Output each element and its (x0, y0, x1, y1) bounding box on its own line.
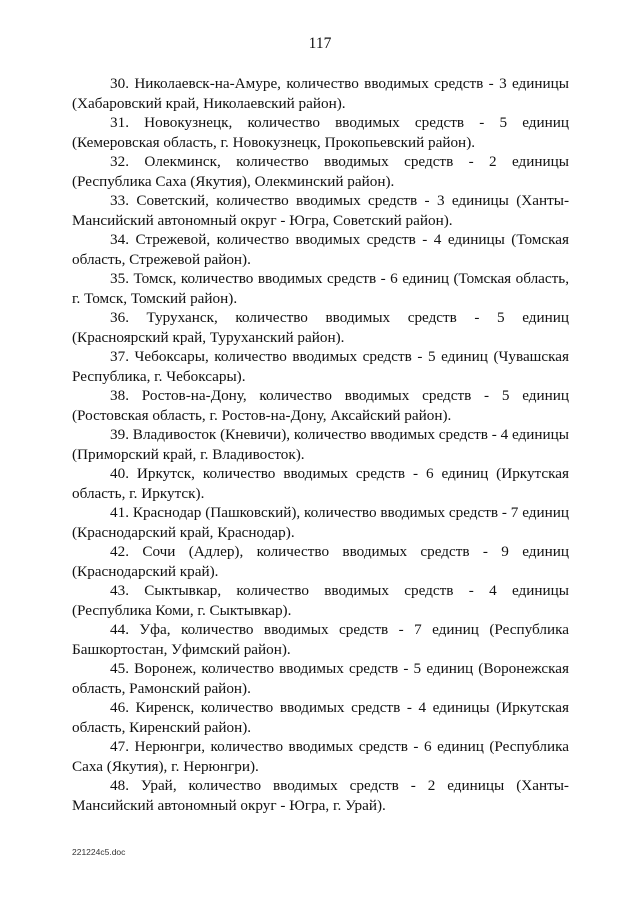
list-item: 47. Нерюнгри, количество вводимых средств - 6 единиц (Республика Саха (Якутия), г. Нерюнгри). (72, 738, 569, 775)
list-item: 36. Туруханск, количество вводимых средств - 5 единиц (Красноярский край, Туруханский район). (72, 309, 569, 346)
list-item: 40. Иркутск, количество вводимых средств - 6 единиц (Иркутская область, г. Иркутск). (72, 465, 569, 502)
list-item: 38. Ростов-на-Дону, количество вводимых средств - 5 единиц (Ростовская область, г. Ростов-на-Дону, Аксайский район). (72, 387, 569, 424)
list-item: 32. Олекминск, количество вводимых средств - 2 единицы (Республика Саха (Якутия), Олекминский район). (72, 153, 569, 190)
list-item: 45. Воронеж, количество вводимых средств - 5 единиц (Воронежская область, Рамонский район). (72, 660, 569, 697)
list-item: 41. Краснодар (Пашковский), количество вводимых средств - 7 единиц (Краснодарский край, Краснодар). (72, 504, 569, 541)
list-item: 43. Сыктывкар, количество вводимых средств - 4 единицы (Республика Коми, г. Сыктывкар). (72, 582, 569, 619)
page-number: 117 (308, 35, 332, 52)
list-item: 44. Уфа, количество вводимых средств - 7 единиц (Республика Башкортостан, Уфимский район). (72, 621, 569, 658)
list-item: 37. Чебоксары, количество вводимых средств - 5 единиц (Чувашская Республика, г. Чебоксары). (72, 348, 569, 385)
entry-list (72, 74, 569, 815)
list-item: 39. Владивосток (Кневичи), количество вводимых средств - 4 единицы (Приморский край, г. Владивосток). (72, 426, 569, 463)
list-item: 46. Киренск, количество вводимых средств - 4 единицы (Иркутская область, Киренский район). (72, 699, 569, 736)
list-item: 30. Николаевск-на-Амуре, количество вводимых средств - 3 единицы (Хабаровский край, Николаевский район). (72, 75, 569, 112)
list-item: 48. Урай, количество вводимых средств - 2 единицы (Ханты-Мансийский автономный округ - Югра, г. Урай). (72, 777, 569, 814)
list-item: 42. Сочи (Адлер), количество вводимых средств - 9 единиц (Краснодарский край). (72, 543, 569, 580)
list-item: 31. Новокузнецк, количество вводимых средств - 5 единиц (Кемеровская область, г. Новокузнецк, Прокопьевский район). (72, 114, 569, 151)
list-item: 34. Стрежевой, количество вводимых средств - 4 единицы (Томская область, Стрежевой район). (72, 231, 569, 268)
footer-filename: 221224c5.doc (72, 847, 126, 857)
list-item: 33. Советский, количество вводимых средств - 3 единицы (Ханты-Мансийский автономный округ - Югра, Советский район). (72, 192, 569, 229)
list-item: 35. Томск, количество вводимых средств - 6 единиц (Томская область, г. Томск, Томский район). (72, 270, 569, 307)
